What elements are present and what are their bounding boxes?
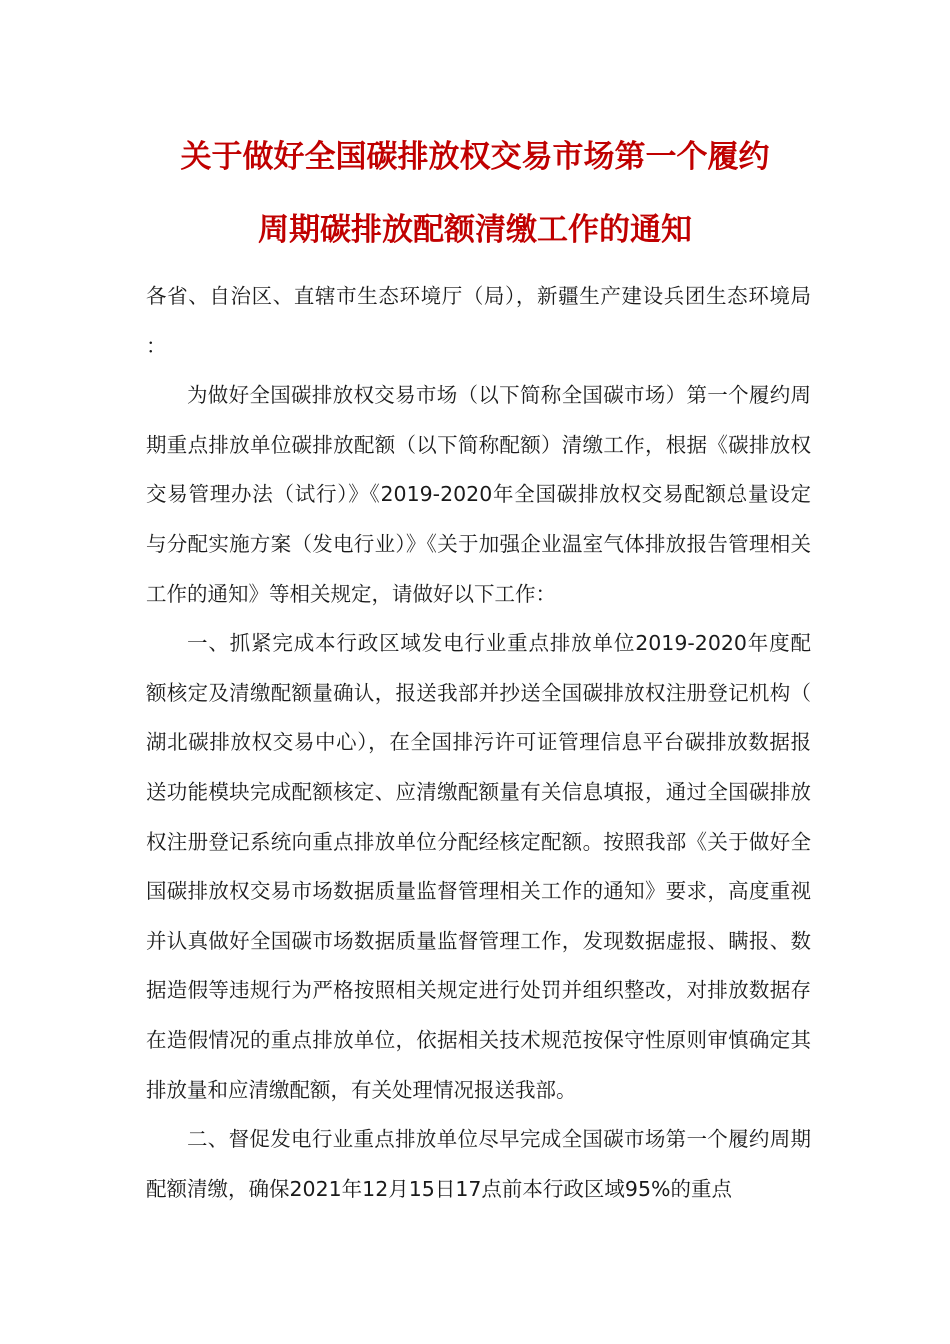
- document-body: [146, 272, 811, 1214]
- salutation: 各省、自治区、直辖市生态环境厅（局），新疆生产建设兵团生态环境局：: [146, 284, 811, 358]
- paragraph-item-1: 一、抓紧完成本行政区域发电行业重点排放单位2019-2020年度配额核定及清缴配额量确认，报送我部并抄送全国碳排放权注册登记机构（湖北碳排放权交易中心），在全国排污许可证管理信息平台碳排放数据报送功能模块完成配额核定、应清缴配额量有关信息填报，通过全国碳排放权注册登记系统向重点排放单位分配经核定配额。按照我部《关于做好全国碳排放权交易市场数据质量监督管理相关工作的通知》要求，高度重视并认真做好全国碳市场数据质量监督管理工作，发现数据虚报、瞒报、数据造假等违规行为严格按照相关规定进行处罚并组织整改，对排放数据存在造假情况的重点排放单位，依据相关技术规范按保守性原则审慎确定其排放量和应清缴配额，有关处理情况报送我部。: [146, 631, 811, 1102]
- paragraph-item-2: 二、督促发电行业重点排放单位尽早完成全国碳市场第一个履约周期配额清缴，确保2021年12月15日17点前本行政区域95%的重点: [146, 1127, 811, 1201]
- paragraph-intro: 为做好全国碳排放权交易市场（以下简称全国碳市场）第一个履约周期重点排放单位碳排放配额（以下简称配额）清缴工作，根据《碳排放权交易管理办法（试行）》《2019-2020年全国碳排放权交易配额总量设定与分配实施方案（发电行业）》《关于加强企业温室气体排放报告管理相关工作的通知》等相关规定，请做好以下工作：: [146, 383, 811, 606]
- document-title-line-1: 关于做好全国碳排放权交易市场第一个履约: [180, 139, 770, 175]
- document-title-line-2: 周期碳排放配额清缴工作的通知: [258, 212, 692, 248]
